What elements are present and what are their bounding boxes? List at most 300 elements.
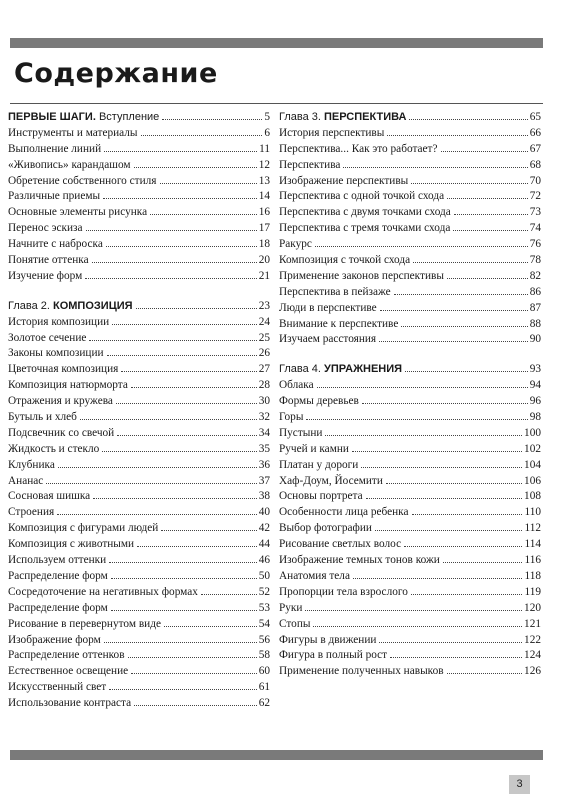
- toc-entry[interactable]: [8, 617, 270, 633]
- toc-page-number: 34: [258, 426, 270, 439]
- toc-entry-title: Распределение форм: [8, 569, 108, 582]
- toc-entry[interactable]: [8, 633, 270, 649]
- dot-leader: [117, 435, 256, 436]
- toc-page-number: 68: [529, 158, 541, 171]
- toc-page-number: 13: [258, 174, 270, 187]
- dot-leader: [141, 135, 263, 136]
- toc-page-number: 58: [258, 649, 270, 662]
- toc-entry[interactable]: [279, 601, 541, 617]
- dot-leader: [375, 530, 523, 531]
- toc-entry-title: Жидкость и стекло: [8, 442, 100, 455]
- toc-page-number: 24: [258, 315, 270, 328]
- dot-leader: [362, 403, 528, 404]
- chapter-block: [279, 362, 541, 680]
- toc-page-number: 38: [258, 490, 270, 503]
- toc-entry-title: Изучаем расстояния: [279, 333, 377, 346]
- dot-leader: [137, 546, 257, 547]
- toc-entry[interactable]: [279, 648, 541, 664]
- toc-entry[interactable]: [8, 269, 270, 285]
- toc-entry-title: Законы композиции: [8, 347, 104, 360]
- toc-left-column: [8, 110, 270, 726]
- dot-leader: [106, 246, 257, 247]
- toc-entry-title: Перспектива с одной точкой схода: [279, 190, 445, 203]
- dot-leader: [201, 594, 257, 595]
- toc-entry-title: Бутыль и хлеб: [8, 411, 77, 424]
- toc-entry[interactable]: [279, 301, 541, 317]
- toc-entry[interactable]: [279, 126, 541, 142]
- toc-entry[interactable]: [279, 142, 541, 158]
- dot-leader: [111, 578, 257, 579]
- toc-entry[interactable]: [279, 332, 541, 348]
- toc-entry[interactable]: [8, 521, 270, 537]
- toc-entry[interactable]: [279, 205, 541, 221]
- toc-entry-title: Изображение форм: [8, 633, 101, 646]
- toc-entry[interactable]: [279, 269, 541, 285]
- chapter-heading[interactable]: [279, 110, 541, 126]
- toc-page-number: 102: [524, 442, 541, 455]
- toc-entry[interactable]: [8, 426, 270, 442]
- toc-entry[interactable]: [279, 189, 541, 205]
- dot-leader: [92, 262, 257, 263]
- dot-leader: [131, 673, 257, 674]
- toc-entry-title: Естественное освещение: [8, 665, 129, 678]
- dot-leader: [401, 326, 527, 327]
- dot-leader: [102, 451, 256, 452]
- toc-page-number: 82: [529, 269, 541, 282]
- toc-entry[interactable]: [8, 189, 270, 205]
- dot-leader: [306, 419, 527, 420]
- dot-leader: [136, 308, 257, 309]
- toc-page-number: 122: [524, 633, 541, 646]
- toc-page-number: 6: [264, 126, 270, 139]
- toc-entry[interactable]: [279, 237, 541, 253]
- toc-entry[interactable]: [279, 285, 541, 301]
- page-number: 3: [509, 775, 530, 794]
- toc-entry[interactable]: [279, 394, 541, 410]
- toc-entry-title: Строения: [8, 506, 55, 519]
- toc-entry[interactable]: [8, 378, 270, 394]
- toc-entry-title: Искусственный свет: [8, 681, 107, 694]
- chapter-heading-name: УПРАЖНЕНИЯ: [324, 363, 403, 376]
- toc-entry-title: Ручей и камни: [279, 442, 349, 455]
- dot-leader: [112, 324, 257, 325]
- toc-entry-title: Хаф-Доум, Йосемити: [279, 474, 383, 487]
- dot-leader: [57, 514, 257, 515]
- toc-page-number: 35: [258, 442, 270, 455]
- toc-entry-title: Композиция с фигурами людей: [8, 522, 159, 535]
- toc-entry[interactable]: [279, 410, 541, 426]
- toc-entry[interactable]: [8, 346, 270, 362]
- page-title: Содержание: [14, 58, 218, 89]
- toc-entry-title: Используем оттенки: [8, 554, 107, 567]
- dot-leader: [325, 435, 522, 436]
- toc-page-number: 124: [524, 649, 541, 662]
- toc-entry-title: Изображение перспективы: [279, 174, 409, 187]
- toc-entry-title: Стопы: [279, 617, 311, 630]
- toc-entry-title: Рисование светлых волос: [279, 538, 402, 551]
- dot-leader: [58, 467, 257, 468]
- toc-entry[interactable]: [8, 221, 270, 237]
- dot-leader: [380, 310, 528, 311]
- toc-entry[interactable]: [8, 394, 270, 410]
- dot-leader: [131, 387, 257, 388]
- toc-entry-title: Основные элементы рисунка: [8, 206, 148, 219]
- toc-entry-title: Ананас: [8, 474, 44, 487]
- toc-entry-title: Применение полученных навыков: [279, 665, 444, 678]
- dot-leader: [109, 689, 257, 690]
- toc-entry-title: Перспектива... Как это работает?: [279, 142, 438, 155]
- dot-leader: [447, 673, 522, 674]
- toc-entry[interactable]: [279, 253, 541, 269]
- toc-entry-title: Клубника: [8, 458, 55, 471]
- dot-leader: [405, 371, 528, 372]
- toc-entry-title: Пропорции тела взрослого: [279, 585, 408, 598]
- toc-entry[interactable]: [279, 378, 541, 394]
- toc-entry[interactable]: [8, 237, 270, 253]
- toc-page-number: 23: [258, 299, 270, 312]
- toc-entry[interactable]: [279, 174, 541, 190]
- toc-entry[interactable]: [279, 317, 541, 333]
- dot-leader: [447, 198, 528, 199]
- toc-entry[interactable]: [8, 664, 270, 680]
- toc-page-number: 73: [529, 206, 541, 219]
- toc-page-number: 25: [258, 331, 270, 344]
- dot-leader: [353, 578, 523, 579]
- toc-page-number: 21: [258, 269, 270, 282]
- toc-entry-title: Руки: [279, 601, 303, 614]
- toc-entry[interactable]: [8, 158, 270, 174]
- toc-entry-title: Выполнение линий: [8, 142, 102, 155]
- toc-entry-title: «Живопись» карандашом: [8, 158, 131, 171]
- dot-leader: [441, 151, 528, 152]
- dot-leader: [411, 183, 527, 184]
- dot-leader: [413, 262, 528, 263]
- toc-page-number: 120: [524, 601, 541, 614]
- toc-entry-title: Инструменты и материалы: [8, 126, 138, 139]
- toc-page-number: 30: [258, 395, 270, 408]
- dot-leader: [116, 403, 257, 404]
- dot-leader: [454, 214, 528, 215]
- toc-page-number: 94: [529, 379, 541, 392]
- dot-leader: [164, 626, 257, 627]
- dot-leader: [161, 530, 256, 531]
- toc-entry[interactable]: [279, 617, 541, 633]
- chapter-heading[interactable]: [8, 110, 270, 126]
- toc-page-number: 114: [524, 538, 541, 551]
- toc-entry[interactable]: [279, 489, 541, 505]
- toc-entry-title: Рисование в перевернутом виде: [8, 617, 161, 630]
- toc-entry[interactable]: [8, 585, 270, 601]
- toc-entry[interactable]: [279, 221, 541, 237]
- toc-entry-title: Фигуры в движении: [279, 633, 377, 646]
- toc-page-number: 40: [258, 506, 270, 519]
- top-divider-bar: [10, 38, 543, 48]
- dot-leader: [352, 451, 522, 452]
- toc-page-number: 74: [529, 222, 541, 235]
- dot-leader: [411, 594, 523, 595]
- toc-entry[interactable]: [8, 474, 270, 490]
- dot-leader: [80, 419, 257, 420]
- toc-page-number: 88: [529, 317, 541, 330]
- toc-entry[interactable]: [8, 553, 270, 569]
- toc-entry[interactable]: [279, 553, 541, 569]
- chapter-heading-title: [8, 110, 159, 126]
- chapter-heading-name: КОМПОЗИЦИЯ: [53, 299, 133, 312]
- toc-entry[interactable]: [8, 315, 270, 331]
- toc-entry-title: Пустыни: [279, 426, 323, 439]
- dot-leader: [315, 246, 528, 247]
- toc-entry[interactable]: [8, 410, 270, 426]
- toc-page-number: 42: [258, 522, 270, 535]
- dot-leader: [104, 151, 257, 152]
- toc-entry-title: Платан у дороги: [279, 458, 359, 471]
- chapter-heading-title: [279, 110, 406, 126]
- toc-entry[interactable]: [8, 680, 270, 696]
- dot-leader: [162, 119, 262, 120]
- toc-entry[interactable]: [279, 442, 541, 458]
- dot-leader: [412, 514, 523, 515]
- toc-entry-title: Формы деревьев: [279, 395, 359, 408]
- toc-page-number: 60: [258, 665, 270, 678]
- toc-entry[interactable]: [8, 489, 270, 505]
- chapter-heading-suffix: Вступление: [95, 111, 160, 123]
- toc-page-number: 46: [258, 554, 270, 567]
- toc-page-number: 76: [529, 238, 541, 251]
- dot-leader: [447, 278, 528, 279]
- toc-entry-title: Золотое сечение: [8, 331, 87, 344]
- chapter-block: [8, 110, 270, 285]
- dot-leader: [104, 642, 257, 643]
- toc-entry-title: Перспектива в пейзаже: [279, 285, 391, 298]
- dot-leader: [305, 610, 522, 611]
- toc-entry-title: Сосредоточение на негативных формах: [8, 585, 198, 598]
- toc-entry[interactable]: [279, 474, 541, 490]
- toc-entry-title: Композиция натюрморта: [8, 379, 128, 392]
- toc-page-number: 106: [524, 474, 541, 487]
- toc-entry-title: Изображение темных тонов кожи: [279, 554, 440, 567]
- toc-page-number: 100: [524, 426, 541, 439]
- toc-entry[interactable]: [279, 537, 541, 553]
- dot-leader: [343, 167, 527, 168]
- toc-page-number: 116: [524, 554, 541, 567]
- toc-entry-title: Выбор фотографии: [279, 522, 372, 535]
- toc-page-number: 20: [258, 254, 270, 267]
- toc-page-number: 121: [524, 617, 541, 630]
- toc-entry-title: Фигура в полный рост: [279, 649, 388, 662]
- toc-page-number: 52: [258, 585, 270, 598]
- toc-entry[interactable]: [8, 174, 270, 190]
- chapter-heading-prefix: Глава 3.: [279, 111, 324, 123]
- toc-page-number: 118: [524, 569, 541, 582]
- chapter-heading-title: [279, 362, 402, 378]
- dot-leader: [443, 562, 523, 563]
- toc-entry-title: Понятие оттенка: [8, 254, 89, 267]
- dot-leader: [107, 355, 257, 356]
- toc-entry-title: Композиция с точкой схода: [279, 254, 411, 267]
- toc-entry-title: Композиция с животными: [8, 538, 135, 551]
- toc-entry-title: Применение законов перспективы: [279, 269, 444, 282]
- toc-entry-title: Начните с наброска: [8, 238, 103, 251]
- dot-leader: [379, 341, 528, 342]
- toc-entry[interactable]: [8, 205, 270, 221]
- toc-entry-title: Изучение форм: [8, 269, 83, 282]
- chapter-heading-name: ПЕРВЫЕ ШАГИ.: [8, 111, 96, 123]
- toc-page-number: 53: [258, 601, 270, 614]
- toc-page-number: 27: [258, 363, 270, 376]
- toc-page-number: 126: [524, 665, 541, 678]
- toc-entry[interactable]: [8, 696, 270, 712]
- chapter-heading-name: ПЕРСПЕКТИВА: [324, 111, 407, 123]
- toc-page-number: 11: [259, 142, 270, 155]
- toc-entry-title: Различные приемы: [8, 190, 101, 203]
- toc-page-number: 87: [529, 301, 541, 314]
- toc-entry-title: Обретение собственного стиля: [8, 174, 157, 187]
- dot-leader: [150, 214, 257, 215]
- dot-leader: [404, 546, 522, 547]
- title-rule: [10, 103, 543, 104]
- dot-leader: [103, 198, 257, 199]
- dot-leader: [160, 183, 257, 184]
- chapter-heading[interactable]: [279, 362, 541, 378]
- dot-leader: [379, 642, 522, 643]
- toc-page-number: 44: [258, 538, 270, 551]
- toc-page-number: 50: [258, 569, 270, 582]
- toc-entry-title: История композиции: [8, 315, 110, 328]
- chapter-heading-prefix: Глава 4.: [279, 363, 324, 376]
- toc-entry-title: Перенос эскиза: [8, 222, 83, 235]
- chapter-block: [8, 299, 270, 712]
- dot-leader: [134, 705, 257, 706]
- toc-page-number: 86: [529, 285, 541, 298]
- chapter-heading[interactable]: [8, 299, 270, 315]
- toc-page-number: 36: [258, 458, 270, 471]
- toc-entry[interactable]: [279, 505, 541, 521]
- toc-page-number: 119: [524, 585, 541, 598]
- toc-entry-title: Внимание к перспективе: [279, 317, 399, 330]
- toc-entry[interactable]: [279, 521, 541, 537]
- dot-leader: [128, 657, 257, 658]
- toc-entry-title: Распределение форм: [8, 601, 108, 614]
- toc-right-column: [279, 110, 541, 694]
- toc-entry[interactable]: [8, 537, 270, 553]
- dot-leader: [85, 278, 256, 279]
- toc-entry[interactable]: [8, 569, 270, 585]
- dot-leader: [409, 119, 527, 120]
- toc-entry-title: Люди в перспективе: [279, 301, 377, 314]
- toc-page-number: 96: [529, 395, 541, 408]
- toc-entry-title: Подсвечник со свечой: [8, 426, 115, 439]
- toc-page-number: 104: [524, 458, 541, 471]
- dot-leader: [317, 387, 528, 388]
- dot-leader: [109, 562, 257, 563]
- toc-entry[interactable]: [279, 664, 541, 680]
- toc-page-number: 18: [258, 238, 270, 251]
- toc-entry-title: Распределение оттенков: [8, 649, 125, 662]
- toc-entry[interactable]: [279, 426, 541, 442]
- toc-entry[interactable]: [8, 142, 270, 158]
- toc-page-number: 98: [529, 411, 541, 424]
- toc-entry[interactable]: [279, 569, 541, 585]
- toc-page-number: 62: [258, 697, 270, 710]
- toc-page-number: 26: [258, 347, 270, 360]
- dot-leader: [134, 167, 257, 168]
- dot-leader: [386, 483, 522, 484]
- toc-page-number: 37: [258, 474, 270, 487]
- toc-entry[interactable]: [8, 331, 270, 347]
- toc-entry[interactable]: [8, 458, 270, 474]
- chapter-heading-prefix: Глава 2.: [8, 299, 53, 312]
- toc-page-number: 110: [524, 506, 541, 519]
- dot-leader: [394, 294, 528, 295]
- dot-leader: [86, 230, 257, 231]
- toc-entry-title: Перспектива: [279, 158, 341, 171]
- toc-page-number: 78: [529, 254, 541, 267]
- toc-page-number: 54: [258, 617, 270, 630]
- toc-page-number: 66: [529, 126, 541, 139]
- toc-entry[interactable]: [8, 505, 270, 521]
- toc-entry-title: Основы портрета: [279, 490, 363, 503]
- toc-page-number: 16: [258, 206, 270, 219]
- toc-page-number: 112: [524, 522, 541, 535]
- toc-entry[interactable]: [8, 126, 270, 142]
- toc-entry[interactable]: [8, 442, 270, 458]
- toc-entry-title: Сосновая шишка: [8, 490, 91, 503]
- toc-page-number: 5: [264, 111, 270, 123]
- toc-entry-title: Цветочная композиция: [8, 363, 119, 376]
- toc-entry[interactable]: [279, 458, 541, 474]
- toc-entry[interactable]: [8, 601, 270, 617]
- toc-page-number: 90: [529, 333, 541, 346]
- dot-leader: [453, 230, 527, 231]
- toc-entry[interactable]: [279, 585, 541, 601]
- toc-page-number: 12: [258, 158, 270, 171]
- toc-page-number: 61: [258, 681, 270, 694]
- toc-page-number: 56: [258, 633, 270, 646]
- toc-entry[interactable]: [8, 253, 270, 269]
- chapter-block: [279, 110, 541, 348]
- dot-leader: [390, 657, 522, 658]
- chapter-heading-title: [8, 299, 133, 315]
- toc-entry-title: Использование контраста: [8, 697, 132, 710]
- toc-page-number: 65: [529, 111, 541, 123]
- toc-page-number: 108: [524, 490, 541, 503]
- dot-leader: [93, 498, 257, 499]
- dot-leader: [46, 483, 256, 484]
- toc-entry-title: Перспектива с двумя точками схода: [279, 206, 451, 219]
- toc-entry[interactable]: [8, 362, 270, 378]
- toc-entry-title: Облака: [279, 379, 314, 392]
- toc-entry-title: Особенности лица ребенка: [279, 506, 409, 519]
- toc-entry-title: Ракурс: [279, 238, 312, 251]
- dot-leader: [387, 135, 527, 136]
- toc-page-number: 14: [258, 190, 270, 203]
- toc-entry[interactable]: [8, 648, 270, 664]
- toc-page-number: 93: [529, 363, 541, 376]
- toc-page-number: 32: [258, 411, 270, 424]
- toc-entry[interactable]: [279, 633, 541, 649]
- toc-entry-title: История перспективы: [279, 126, 385, 139]
- toc-entry-title: Отражения и кружева: [8, 395, 113, 408]
- toc-entry[interactable]: [279, 158, 541, 174]
- toc-entry-title: Перспектива с тремя точками схода: [279, 222, 451, 235]
- bottom-divider-bar: [10, 750, 543, 760]
- toc-entry-title: Горы: [279, 411, 304, 424]
- dot-leader: [89, 340, 256, 341]
- dot-leader: [313, 626, 522, 627]
- toc-page-number: 17: [258, 222, 270, 235]
- toc-page-number: 72: [529, 190, 541, 203]
- dot-leader: [121, 371, 256, 372]
